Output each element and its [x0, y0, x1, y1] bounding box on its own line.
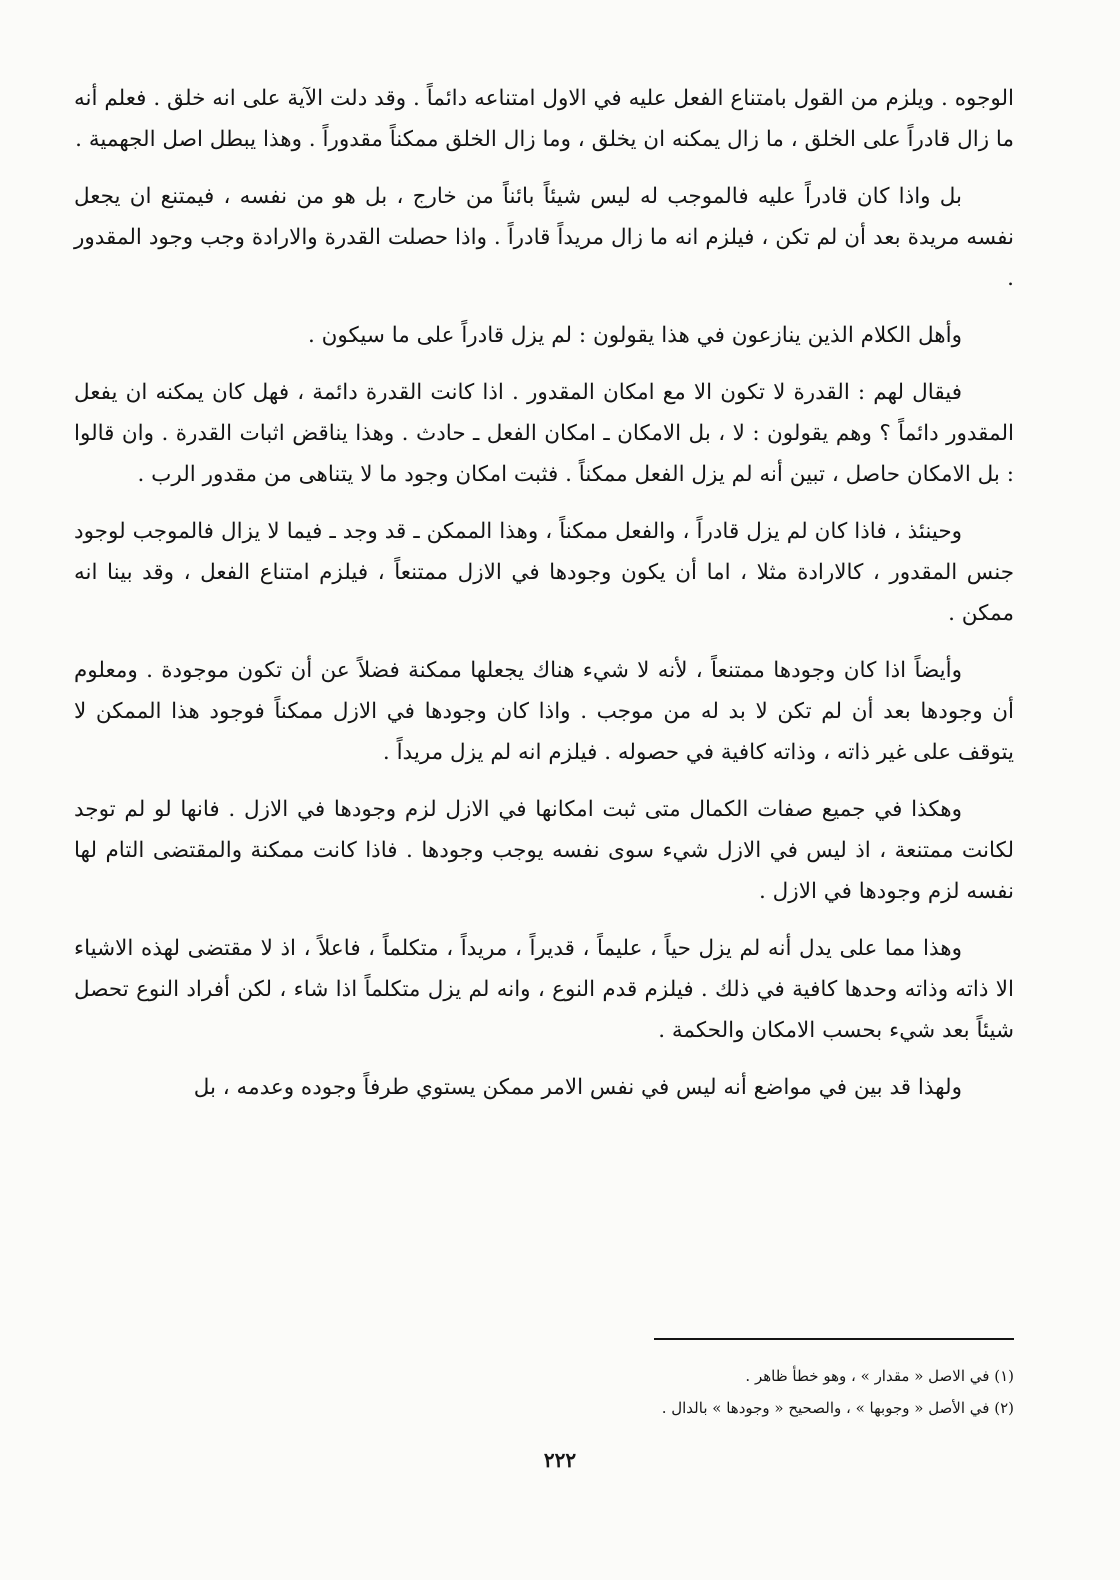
main-text — [74, 78, 1014, 1108]
paragraph-1: الوجوه . ويلزم من القول بامتناع الفعل عليه في الاول امتناعه دائماً . وقد دلت الآية على انه خلق . فعلم أنه ما زال قادراً على الخلق ، ما زال يمكنه ان يخلق ، وما زال الخلق ممكناً مقدوراً . وهذا يبطل اصل الجهمية . — [74, 86, 1014, 152]
paragraph-9: ولهذا قد بين في مواضع أنه ليس في نفس الامر ممكن يستوي طرفاً وجوده وعدمه ، بل — [193, 1075, 962, 1100]
page-number: ٢٢٢ — [543, 1448, 577, 1472]
footnote-2: (٢) في الأصل « وجوبها » ، والصحيح « وجودها » بالدال . — [661, 1399, 1014, 1417]
paragraph-6: وأيضاً اذا كان وجودها ممتنعاً ، لأنه لا شيء هناك يجعلها ممكنة فضلاً عن أن تكون موجودة . ومعلوم أن وجودها بعد أن لم تكن لا بد له من موجب . واذا كان وجودها في الازل ممكناً فوجود هذا الممكن لا يتوقف على غير ذاته ، وذاته كافية في حصوله . فيلزم انه لم يزل مريداً . — [74, 658, 1014, 765]
paragraph-8: وهذا مما على يدل أنه لم يزل حياً ، عليماً ، قديراً ، مريداً ، متكلماً ، فاعلاً ، اذ لا مقتضى لهذه الاشياء الا ذاته وذاته وحدها كافية في ذلك . فيلزم قدم النوع ، وانه لم يزل متكلماً اذا شاء ، لكن أفراد النوع تحصل شيئاً بعد شيء بحسب الامكان والحكمة . — [74, 936, 1014, 1043]
paragraph-3: وأهل الكلام الذين ينازعون في هذا يقولون : لم يزل قادراً على ما سيكون . — [307, 323, 962, 348]
paragraph-5: وحينئذ ، فاذا كان لم يزل قادراً ، والفعل ممكناً ، وهذا الممكن ـ قد وجد ـ فيما لا يزال فالموجب لوجود جنس المقدور ، كالارادة مثلا ، اما أن يكون وجودها في الازل ممتنعاً ، فيلزم امتناع الفعل ، وقد بينا انه ممكن . — [74, 519, 1014, 626]
footnote-1: (١) في الاصل « مقدار » ، وهو خطأ ظاهر . — [745, 1367, 1014, 1385]
paragraph-2: بل واذا كان قادراً عليه فالموجب له ليس شيئاً بائناً من خارج ، بل هو من نفسه ، فيمتنع ان يجعل نفسه مريدة بعد أن لم تكن ، فيلزم انه ما زال مريداً قادراً . واذا حصلت القدرة والارادة وجب وجود المقدور . — [74, 184, 1014, 291]
footnotes — [314, 1360, 1014, 1424]
footnote-separator — [654, 1338, 1014, 1340]
paragraph-7: وهكذا في جميع صفات الكمال متى ثبت امكانها في الازل لزم وجودها في الازل . فانها لو لم توجد لكانت ممتنعة ، اذ ليس في الازل شيء سوى نفسه يوجب وجودها . فاذا كانت ممكنة والمقتضى التام لها نفسه لزم وجودها في الازل . — [74, 797, 1014, 904]
paragraph-4: فيقال لهم : القدرة لا تكون الا مع امكان المقدور . اذا كانت القدرة دائمة ، فهل كان يمكنه ان يفعل المقدور دائماً ؟ وهم يقولون : لا ، بل الامكان ـ امكان الفعل ـ حادث . وهذا يناقض اثبات القدرة . وان قالوا : بل الامكان حاصل ، تبين أنه لم يزل الفعل ممكناً . فثبت امكان وجود ما لا يتناهى من مقدور الرب . — [74, 380, 1014, 487]
